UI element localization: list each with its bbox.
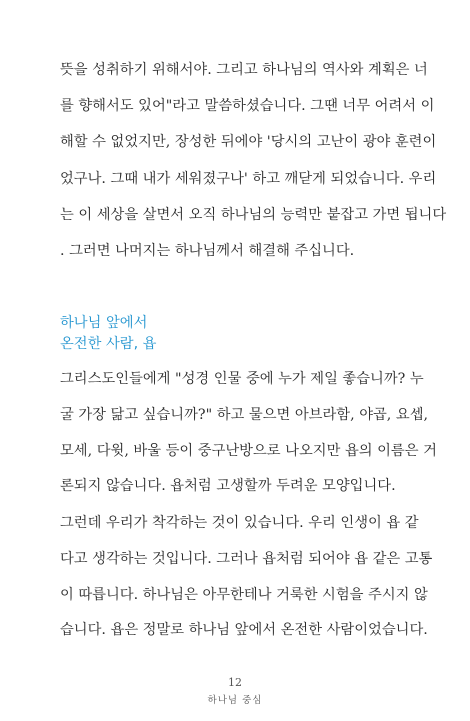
text-line: 그런데 우리가 착각하는 것이 있습니다. 우리 인생이 욥 같 bbox=[60, 515, 419, 531]
text-line: 해할 수 없었지만, 장성한 뒤에야 '당시의 고난이 광야 훈련이 bbox=[60, 134, 437, 151]
body-paragraph-2 bbox=[60, 362, 437, 505]
section-heading bbox=[60, 313, 157, 355]
text-line: 그리스도인들에게 "성경 인물 중에 누가 제일 좋습니까? 누 bbox=[60, 371, 424, 387]
section-heading-line-2: 온전한 사람, 욥 bbox=[60, 336, 157, 352]
body-paragraph-3 bbox=[60, 506, 433, 649]
section-heading-line-1: 하나님 앞에서 bbox=[60, 315, 148, 331]
text-line: . 그러면 나머지는 하나님께서 해결해 주십니다. bbox=[60, 242, 355, 259]
text-line: 론되지 않습니다. 욥처럼 고생할까 두려운 모양입니다. bbox=[60, 478, 396, 495]
text-line: 모세, 다윗, 바울 등이 중구난방으로 나오지만 욥의 이름은 거 bbox=[60, 442, 437, 459]
body-paragraph-1 bbox=[60, 52, 447, 269]
text-line: 는 이 세상을 살면서 오직 하나님의 능력만 붙잡고 가면 됩니다 bbox=[60, 206, 447, 223]
text-line: 이 따릅니다. 하나님은 아무한테나 거룩한 시험을 주시지 않 bbox=[60, 586, 428, 603]
text-line: 굴 가장 닮고 싶습니까?" 하고 물으면 아브라함, 야곱, 요셉, bbox=[60, 406, 429, 423]
text-line: 습니다. 욥은 정말로 하나님 앞에서 온전한 사람이었습니다. bbox=[60, 622, 428, 639]
text-line: 뜻을 성취하기 위해서야. 그리고 하나님의 역사와 계획은 너 bbox=[60, 62, 428, 78]
text-line: 다고 생각하는 것입니다. 그러나 욥처럼 되어야 욥 같은 고통 bbox=[60, 550, 433, 567]
page-number: 12 bbox=[228, 676, 242, 689]
running-title: 하나님 중심 bbox=[207, 695, 263, 706]
text-line: 를 향해서도 있어"라고 말씀하셨습니다. 그땐 너무 어려서 이 bbox=[60, 98, 435, 115]
text-line: 었구나. 그때 내가 세워졌구나' 하고 깨닫게 되었습니다. 우리 bbox=[60, 170, 437, 187]
